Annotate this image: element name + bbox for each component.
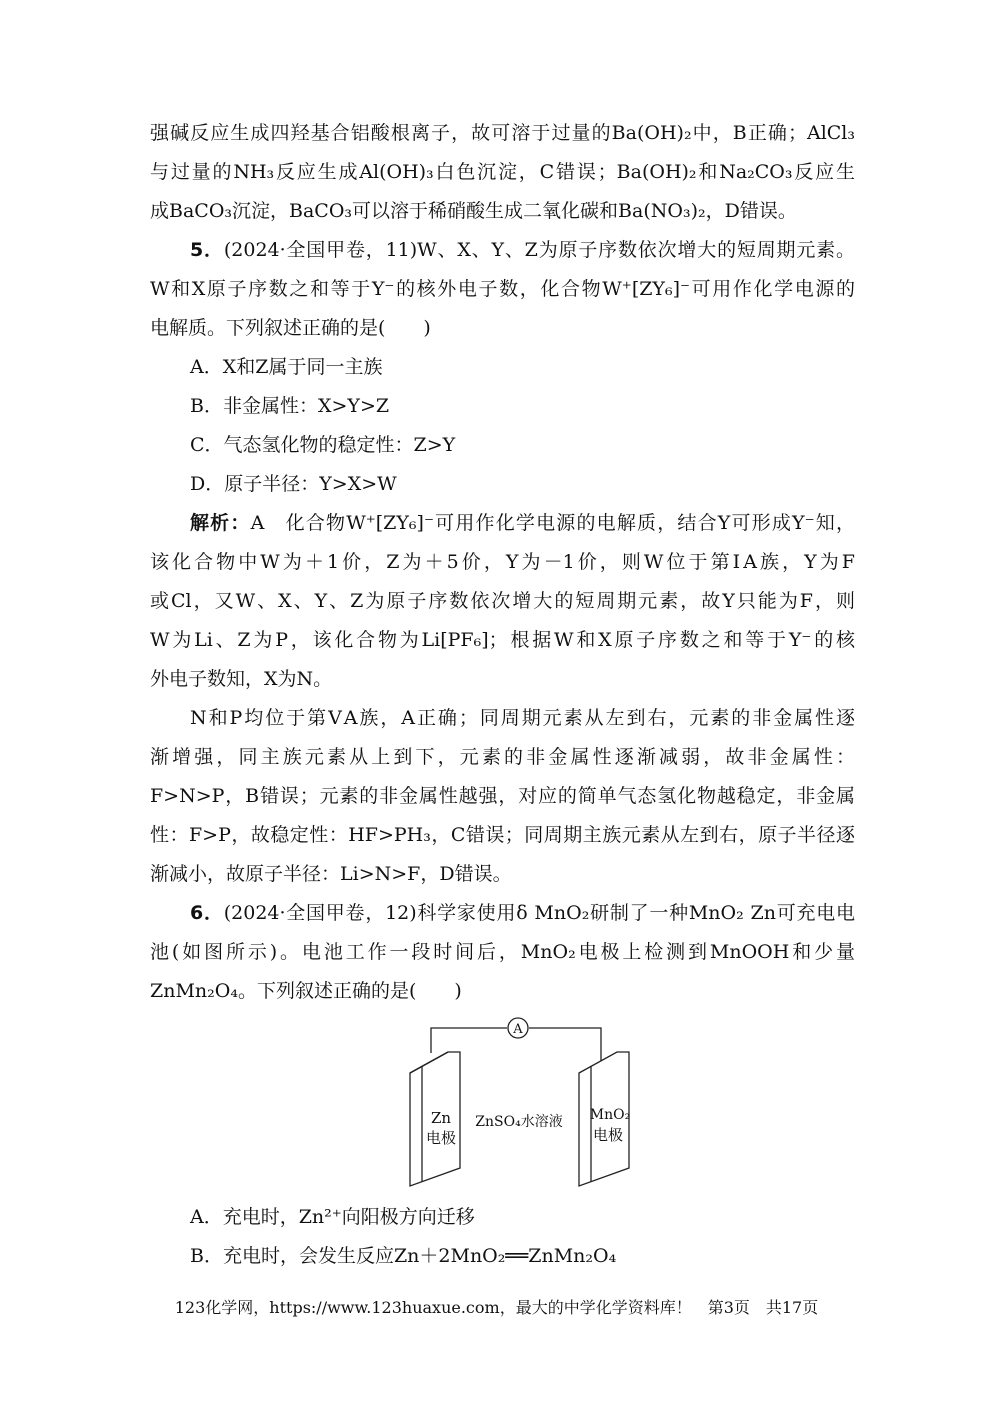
q5-analysis2-line-5: 渐减小，故原子半径：Li>N>F，D错误。 (150, 863, 512, 885)
q5-analysis-line-1 (190, 511, 855, 535)
q6-line-3: ZnMn₂O₄。下列叙述正确的是( ) (150, 980, 462, 1002)
mno2-electrode-label-1: MnO₂ (589, 1107, 631, 1123)
q6-line-2: 池(如图所示)。电池工作一段时间后，MnO₂电极上检测到MnOOH和少量 (150, 941, 855, 963)
q6-number: 6． (190, 902, 224, 924)
q5-analysis-line-4: W为Li、Z为P，该化合物为Li[PF₆]；根据W和X原子序数之和等于Y⁻的核 (150, 629, 855, 651)
wire-right (529, 1028, 601, 1070)
mno2-electrode-label-2: 电极 (592, 1126, 624, 1144)
zn-electrode-label-2: 电极 (425, 1129, 457, 1147)
q5-line-3: 电解质。下列叙述正确的是( ) (150, 317, 431, 339)
page-footer: 123化学网，https://www.123huaxue.com，最大的中学化学资料库！ 第3页 共17页 (174, 1298, 819, 1317)
q5-option-a: A．X和Z属于同一主族 (190, 356, 383, 378)
q5-number: 5． (190, 239, 224, 261)
text-line-1: 强碱反应生成四羟基合铝酸根离子，故可溶于过量的Ba(OH)₂中，B正确；AlCl₃ (150, 122, 855, 144)
q5-analysis2-line-3: F>N>P，B错误；元素的非金属性越强，对应的简单气态氢化物越稳定，非金属 (150, 785, 855, 807)
q6-option-a: A．充电时，Zn²⁺向阳极方向迁移 (190, 1206, 475, 1228)
q5-line-1 (190, 238, 855, 262)
solution-label: ZnSO₄水溶液 (475, 1114, 563, 1130)
wire-left (431, 1028, 507, 1053)
q6-line-1 (190, 901, 855, 925)
q5-line-2: W和X原子序数之和等于Y⁻的核外电子数，化合物W⁺[ZY₆]⁻可用作化学电源的 (150, 278, 855, 300)
q6-option-b: B．充电时，会发生反应Zn＋2MnO₂══ZnMn₂O₄ (190, 1245, 617, 1267)
q5-option-b: B．非金属性：X>Y>Z (190, 395, 390, 417)
q5-analysis2-line-2: 渐增强，同主族元素从上到下，元素的非金属性逐渐减弱，故非金属性： (150, 746, 855, 768)
q5-analysis2-line-1: N和P均位于第ⅤA族，A正确；同周期元素从左到右，元素的非金属性逐 (190, 707, 855, 729)
q5-analysis-line-2: 该化合物中W为＋1价，Z为＋5价，Y为－1价，则W位于第ⅠA族，Y为F (150, 551, 855, 573)
analysis-label: 解析： (190, 512, 251, 534)
q5-option-c: C．气态氢化物的稳定性：Z>Y (190, 434, 456, 456)
q5-line-1-text: (2024·全国甲卷，11)W、X、Y、Z为原子序数依次增大的短周期元素。 (223, 239, 855, 261)
q5-analysis-text-1: A 化合物W⁺[ZY₆]⁻可用作化学电源的电解质，结合Y可形成Y⁻知， (250, 512, 855, 534)
ammeter-label: A (513, 1022, 523, 1037)
zn-electrode-label-1: Zn (430, 1109, 452, 1127)
text-line-3: 成BaCO₃沉淀，BaCO₃可以溶于稀硝酸生成二氧化碳和Ba(NO₃)₂，D错误。 (150, 200, 797, 222)
q6-line-1-text: (2024·全国甲卷，12)科学家使用δ MnO₂研制了一种MnO₂ Zn可充电电 (223, 902, 855, 924)
q5-option-d: D．原子半径：Y>X>W (190, 473, 397, 495)
q5-analysis-line-5: 外电子数知，X为N。 (150, 668, 333, 690)
q5-analysis2-line-4: 性：F>P，故稳定性：HF>PH₃，C错误；同周期主族元素从左到右，原子半径逐 (150, 824, 855, 846)
q5-analysis-line-3: 或Cl，又W、X、Y、Z为原子序数依次增大的短周期元素，故Y只能为F，则 (150, 590, 855, 612)
battery-diagram (395, 1010, 640, 1200)
text-line-2: 与过量的NH₃反应生成Al(OH)₃白色沉淀，C错误；Ba(OH)₂和Na₂CO₃反应生 (150, 161, 855, 183)
